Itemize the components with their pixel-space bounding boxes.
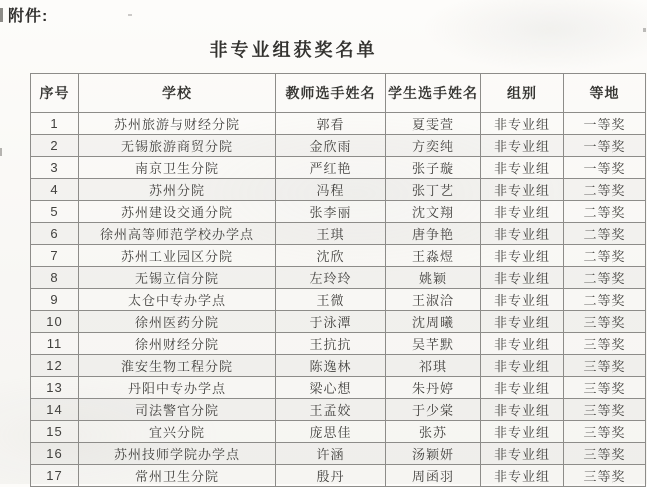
table-row	[31, 135, 646, 157]
table-cell: 苏州分院	[79, 179, 276, 201]
table-cell: 于少棠	[386, 399, 481, 421]
table-cell: 14	[31, 399, 79, 421]
table-cell: 丹阳中专办学点	[79, 377, 276, 399]
table-cell: 王淼煜	[386, 245, 481, 267]
table-cell: 王孟姣	[276, 399, 386, 421]
table-cell: 非专业组	[481, 399, 564, 421]
table-cell: 二等奖	[564, 201, 646, 223]
column-header: 组别	[481, 74, 564, 113]
table-cell: 非专业组	[481, 465, 564, 487]
table-row	[31, 289, 646, 311]
table-cell: 三等奖	[564, 333, 646, 355]
table-cell: 非专业组	[481, 377, 564, 399]
table-cell: 司法警官分院	[79, 399, 276, 421]
table-cell: 陈逸林	[276, 355, 386, 377]
table-cell: 庞思佳	[276, 421, 386, 443]
table-cell: 非专业组	[481, 333, 564, 355]
table-cell: 徐州财经分院	[79, 333, 276, 355]
table-cell: 张丁艺	[386, 179, 481, 201]
table-cell: 苏州工业园区分院	[79, 245, 276, 267]
table-cell: 5	[31, 201, 79, 223]
table-cell: 三等奖	[564, 377, 646, 399]
table-cell: 17	[31, 465, 79, 487]
table-cell: 3	[31, 157, 79, 179]
table-cell: 非专业组	[481, 245, 564, 267]
table-cell: 一等奖	[564, 157, 646, 179]
table-cell: 三等奖	[564, 399, 646, 421]
table-cell: 二等奖	[564, 245, 646, 267]
table-cell: 徐州医药分院	[79, 311, 276, 333]
page-title: 非专业组获奖名单	[209, 40, 378, 60]
table-cell: 一等奖	[564, 113, 646, 135]
scan-artifact	[0, 148, 2, 156]
table-row	[31, 179, 646, 201]
table-cell: 徐州高等师范学校办学点	[79, 223, 276, 245]
table-cell: 16	[31, 443, 79, 465]
table-cell: 张苏	[386, 421, 481, 443]
table-cell: 苏州旅游与财经分院	[79, 113, 276, 135]
attachment-label: 附件:	[8, 8, 49, 25]
table-cell: 三等奖	[564, 311, 646, 333]
table-cell: 梁心想	[276, 377, 386, 399]
table-row	[31, 333, 646, 355]
table-cell: 夏雯萱	[386, 113, 481, 135]
column-header: 学校	[79, 74, 276, 113]
table-cell: 沈周曦	[386, 311, 481, 333]
table-cell: 姚颖	[386, 267, 481, 289]
table-cell: 三等奖	[564, 355, 646, 377]
table-cell: 郭看	[276, 113, 386, 135]
table-cell: 吴芊默	[386, 333, 481, 355]
table-cell: 12	[31, 355, 79, 377]
scan-artifact	[0, 8, 3, 22]
table-cell: 13	[31, 377, 79, 399]
table-cell: 非专业组	[481, 311, 564, 333]
table-cell: 王琪	[276, 223, 386, 245]
table-cell: 非专业组	[481, 157, 564, 179]
table-cell: 唐争艳	[386, 223, 481, 245]
table-cell: 南京卫生分院	[79, 157, 276, 179]
table-cell: 太仓中专办学点	[79, 289, 276, 311]
table-cell: 无锡旅游商贸分院	[79, 135, 276, 157]
table-cell: 王抗抗	[276, 333, 386, 355]
table-cell: 二等奖	[564, 267, 646, 289]
table-cell: 非专业组	[481, 135, 564, 157]
table-row	[31, 399, 646, 421]
table-cell: 非专业组	[481, 267, 564, 289]
table-row	[31, 377, 646, 399]
table-cell: 非专业组	[481, 421, 564, 443]
table-cell: 严红艳	[276, 157, 386, 179]
table-cell: 周函羽	[386, 465, 481, 487]
table-row	[31, 113, 646, 135]
table-row	[31, 465, 646, 487]
table-cell: 常州卫生分院	[79, 465, 276, 487]
table-cell: 二等奖	[564, 289, 646, 311]
table-cell: 8	[31, 267, 79, 289]
table-cell: 苏州建设交通分院	[79, 201, 276, 223]
table-cell: 一等奖	[564, 135, 646, 157]
column-header: 教师选手姓名	[276, 74, 386, 113]
table-row	[31, 245, 646, 267]
table-cell: 非专业组	[481, 201, 564, 223]
table-cell: 祁琪	[386, 355, 481, 377]
table-cell: 三等奖	[564, 465, 646, 487]
table-cell: 二等奖	[564, 223, 646, 245]
table-cell: 1	[31, 113, 79, 135]
table-cell: 沈欣	[276, 245, 386, 267]
table-row	[31, 267, 646, 289]
table-cell: 苏州技师学院办学点	[79, 443, 276, 465]
table-cell: 4	[31, 179, 79, 201]
table-cell: 三等奖	[564, 421, 646, 443]
table-cell: 非专业组	[481, 223, 564, 245]
table-cell: 金欣雨	[276, 135, 386, 157]
table-cell: 张子璇	[386, 157, 481, 179]
table-cell: 宜兴分院	[79, 421, 276, 443]
table-cell: 汤颖妍	[386, 443, 481, 465]
table-cell: 10	[31, 311, 79, 333]
table-cell: 许涵	[276, 443, 386, 465]
table-cell: 王淑洽	[386, 289, 481, 311]
table-cell: 淮安生物工程分院	[79, 355, 276, 377]
table-body	[31, 113, 646, 487]
table-header-row	[31, 74, 646, 113]
table-cell: 非专业组	[481, 443, 564, 465]
scan-artifact	[643, 28, 646, 32]
table-cell: 7	[31, 245, 79, 267]
table-row	[31, 201, 646, 223]
table-row	[31, 421, 646, 443]
table-row	[31, 157, 646, 179]
table-cell: 二等奖	[564, 179, 646, 201]
table-cell: 于泳潭	[276, 311, 386, 333]
table-cell: 2	[31, 135, 79, 157]
table-row	[31, 443, 646, 465]
table-cell: 9	[31, 289, 79, 311]
award-table	[30, 73, 646, 487]
column-header: 序号	[31, 74, 79, 113]
table-cell: 左玲玲	[276, 267, 386, 289]
table-cell: 沈文翔	[386, 201, 481, 223]
table-row	[31, 355, 646, 377]
table-cell: 11	[31, 333, 79, 355]
table-cell: 三等奖	[564, 443, 646, 465]
table-cell: 无锡立信分院	[79, 267, 276, 289]
table-cell: 非专业组	[481, 355, 564, 377]
table-cell: 朱丹婷	[386, 377, 481, 399]
table-cell: 6	[31, 223, 79, 245]
table-cell: 殷丹	[276, 465, 386, 487]
column-header: 等地	[564, 74, 646, 113]
table-cell: 王微	[276, 289, 386, 311]
table-cell: 15	[31, 421, 79, 443]
table-cell: 方奕纯	[386, 135, 481, 157]
table-cell: 张李丽	[276, 201, 386, 223]
column-header: 学生选手姓名	[386, 74, 481, 113]
table-cell: 非专业组	[481, 113, 564, 135]
table-cell: 非专业组	[481, 289, 564, 311]
table-cell: 非专业组	[481, 179, 564, 201]
scan-artifact	[128, 14, 132, 16]
table-row	[31, 311, 646, 333]
table-cell: 冯程	[276, 179, 386, 201]
table-row	[31, 223, 646, 245]
